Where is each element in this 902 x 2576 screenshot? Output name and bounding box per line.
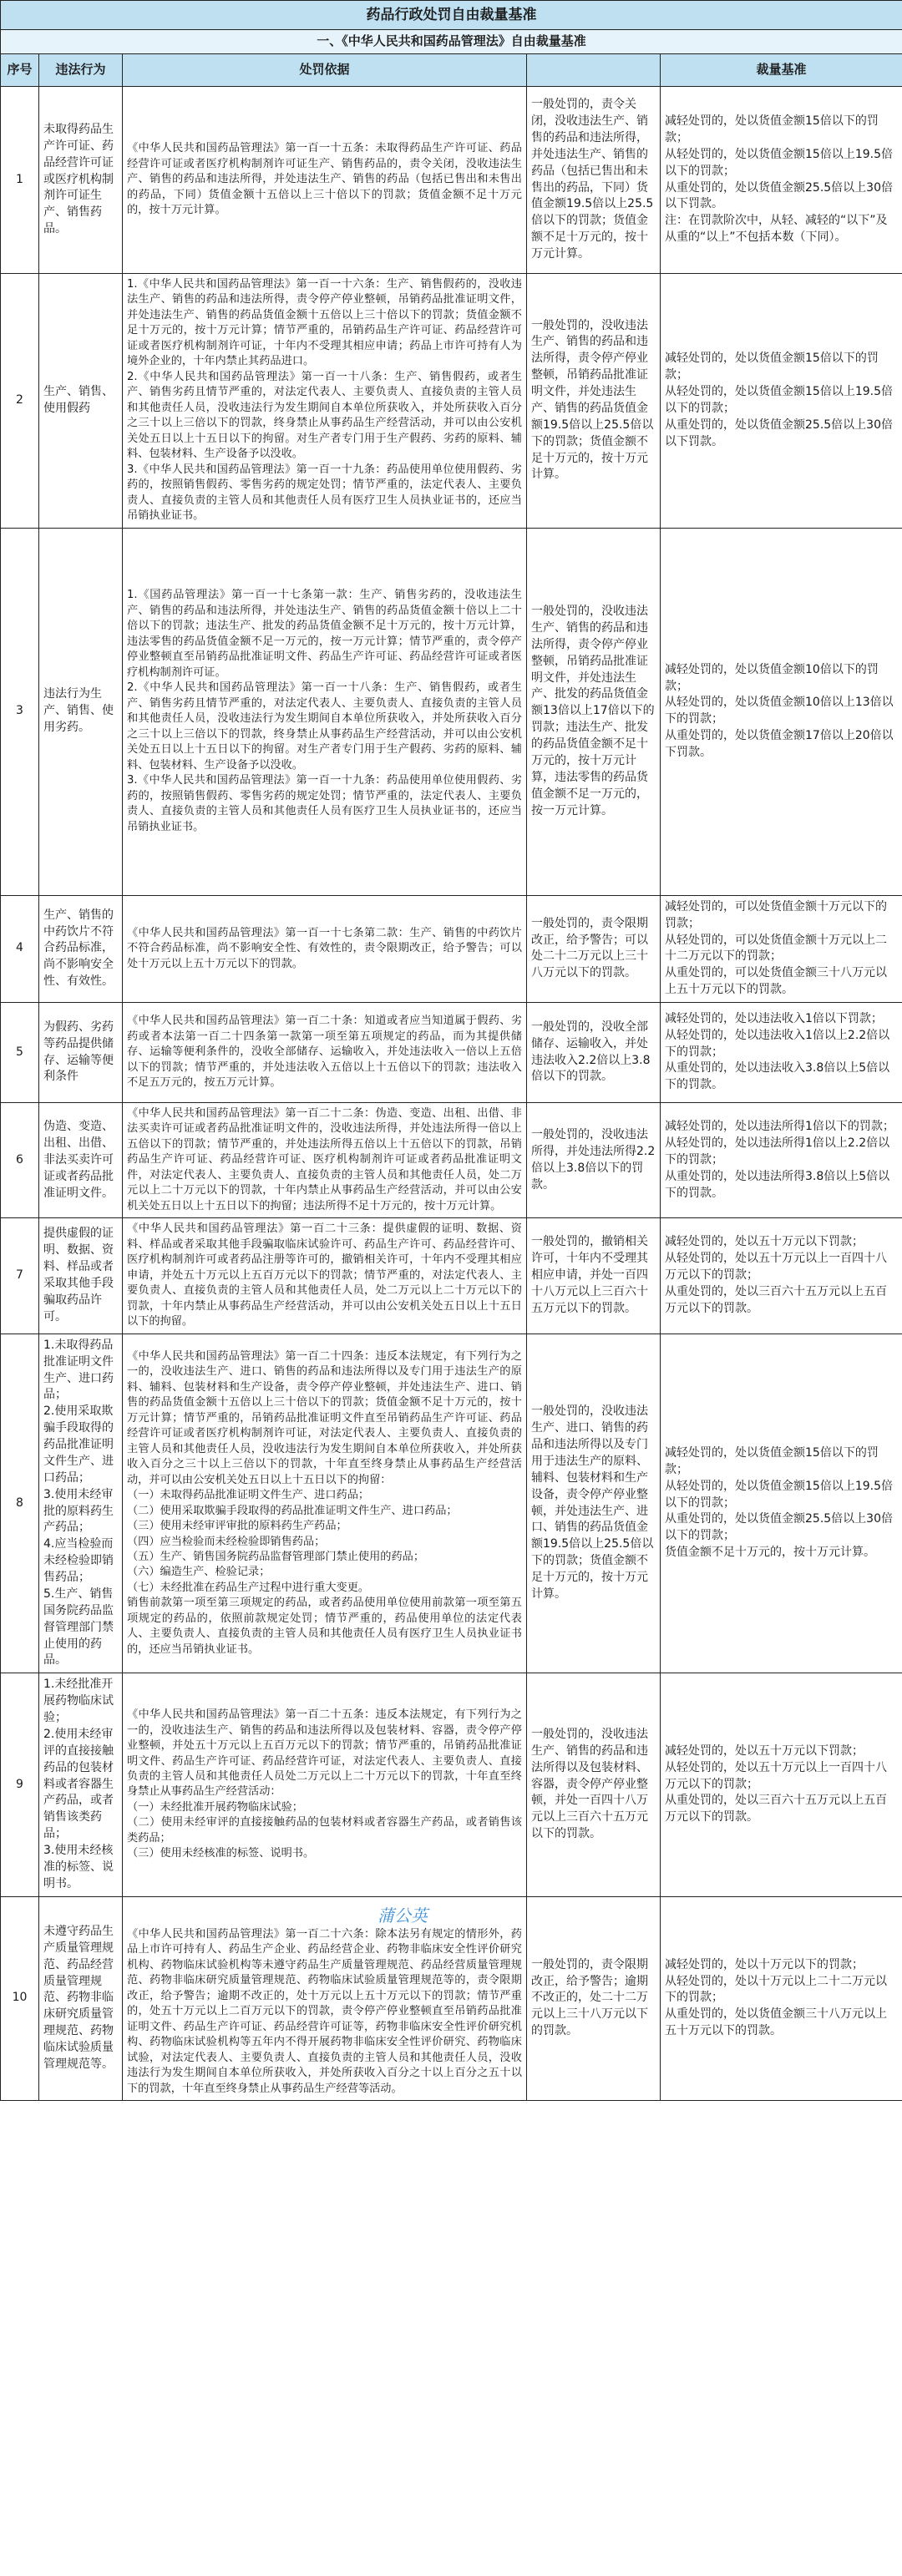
discretion-standard-line: 减轻处罚的，处以货值金额15倍以下的罚款；: [665, 352, 879, 382]
discretion-standard-line: 从轻处罚的，处以五十万元以上一百四十八万元以下的罚款；: [665, 1760, 887, 1791]
violation-cell: 生产、销售的中药饮片不符合药品标准，尚不影响安全性、有效性。: [39, 895, 123, 1002]
legal-basis-paragraph: 3.《中华人民共和国药品管理法》第一百一十九条：药品使用单位使用假药、劣药的，按照销售假药、零售劣药的规定处罚；情节严重的，法定代表人、主要负责人、直接负责的主管人员和其他责任人员有医疗卫生人员执业证书的，还应当吊销执业证书。: [127, 774, 522, 833]
general-penalty-cell: 一般处罚的，责令限期改正，给予警告；逾期不改正的，处二十二万元以上三十八万元以下的罚款。: [527, 1896, 661, 2100]
legal-basis-paragraph: 1.《国药品管理法》第一百一十七条第一款：生产、销售劣药的，没收违法生产、销售的药品和违法所得，并处违法生产、销售的药品货值金额十倍以上二十倍以下的罚款；违法生产、批发的药品货值金额不足十万元的，按十万元计算，违法零售的药品货值金额不足一万元的，按一万元计算；情节严重的，责令停产停业整顿直至吊销药品批准证明文件、药品生产许可证、药品经营许可证或者医疗机构制剂许可证。: [127, 589, 522, 679]
legal-basis-paragraph: （五）生产、销售国务院药品监督管理部门禁止使用的药品；: [127, 1550, 425, 1563]
discretion-standard-line: 从重处罚的，处以货值金额25.5倍以上30倍以下罚款。: [665, 180, 893, 211]
discretion-standard-cell: [661, 1673, 902, 1896]
legal-basis-paragraph: 《中华人民共和国药品管理法》第一百二十条：知道或者应当知道属于假药、劣药或者本法第一百二十四条第一款第一项至第五项规定的药品，而为其提供储存、运输等便利条件的，没收全部储存、运输收入，并处违法收入一倍以上五倍以下的罚款；情节严重的，并处违法收入五倍以上十五倍以下的罚款；违法收入不足五万元的，按五万元计算。: [127, 1015, 522, 1090]
general-penalty-cell: 一般处罚的，没收违法生产、销售的药品和违法所得，责令停产停业整顿，吊销药品批准证明文件，并处违法生产、销售的药品货值金额19.5倍以上25.5倍以下的罚款；货值金额不足十万元的，按十万元计算。: [527, 274, 661, 529]
legal-basis-paragraph: （一）未经批准开展药物临床试验；: [127, 1800, 303, 1814]
general-penalty-cell: 一般处罚的，没收违法生产、销售的药品和违法所得，责令停产停业整顿，吊销药品批准证明文件，并处违法生产、批发的药品货值金额13倍以上17倍以下的罚款；违法生产、批发的药品货值金额不足十万元的，按十万元计算，违法零售的药品货值金额不足一万元的，按一万元计算。: [527, 528, 661, 895]
violation-cell: 违法行为生产、销售、使用劣药。: [39, 528, 123, 895]
row-number: 10: [1, 1896, 39, 2100]
violation-cell: 1.未经批准开展药物临床试验； 2.使用未经审评的直接接触药品的包装材料或者容器生产药品，或者销售该类药品； 3.使用未经核准的标签、说明书。: [39, 1673, 123, 1896]
discretion-standard-line: 从轻处罚的，处以货值金额10倍以上13倍以下的罚款；: [665, 696, 894, 726]
header-range: [527, 54, 661, 87]
discretion-standard-cell: [661, 274, 902, 529]
discretion-standard-cell: [661, 1003, 902, 1103]
discretion-standard-cell: [661, 895, 902, 1002]
discretion-standard-line: 减轻处罚的，处以违法收入1倍以下罚款；: [665, 1011, 883, 1025]
discretion-standard-line: 货值金额不足十万元的，按十万元计算。: [665, 1546, 875, 1560]
header-basis: 处罚依据: [123, 54, 527, 87]
legal-basis-paragraph: 《中华人民共和国药品管理法》第一百二十四条：违反本法规定，有下列行为之一的，没收违法生产、进口、销售的药品和违法所得以及专门用于违法生产的原料、辅料、包装材料和生产设备，责令停产停业整顿，并处违法生产、进口、销售的药品货值金额十五倍以上三十倍以下的罚款；货值金额不足十万元的，按十万元计算；情节严重的，吊销药品批准证明文件直至吊销药品生产许可证、药品经营许可证或者医疗机构制剂许可证，对法定代表人、主要负责人、直接负责的主管人员和其他责任人员，没收违法行为发生期间自本单位所获收入，并处所获收入百分之三十以上三倍以下的罚款，十年直至终身禁止从事药品生产经营活动，并可以由公安机关处五日以上十五日以下的拘留：: [127, 1349, 522, 1486]
discretion-standard-line: 从重处罚的，处以违法收入3.8倍以上5倍以下的罚款。: [665, 1061, 890, 1092]
discretion-standard-line: 从重处罚的，处以违法所得3.8倍以上5倍以下的罚款。: [665, 1169, 890, 1200]
discretion-standard-line: 减轻处罚的，处以货值金额15倍以下的罚款；: [665, 114, 879, 144]
general-penalty-cell: 一般处罚的，责令关闭，没收违法生产、销售的药品和违法所得，并处违法生产、销售的药品（包括已售出和未售出的药品，下同）货值金额19.5倍以上25.5倍以下的罚款；货值金额不足十万元的，按十万元计算。: [527, 87, 661, 274]
general-penalty-cell: 一般处罚的，没收违法生产、进口、销售的药品和违法所得以及专门用于违法生产的原料、辅料、包装材料和生产设备，责令停产停业整顿，并处违法生产、进口、销售的药品货值金额19.5倍以上25.5倍以下的罚款；货值金额不足十万元的，按十万元计算。: [527, 1334, 661, 1673]
row-number: 7: [1, 1218, 39, 1334]
table-row: [1, 528, 902, 895]
legal-basis-cell: [123, 1673, 527, 1896]
legal-basis-paragraph: 2.《中华人民共和国药品管理法》第一百一十八条：生产、销售假药，或者生产、销售劣药且情节严重的，对法定代表人、主要负责人、直接负责的主管人员和其他责任人员，没收违法行为发生期间自本单位所获收入，并处所获收入百分之三十以上三倍以下的罚款，终身禁止从事药品生产经营活动，并可以由公安机关处五日以上十五日以下的拘留。对生产者专门用于生产假药、劣药的原料、辅料、包装材料、生产设备予以没收。: [127, 370, 522, 461]
legal-basis-cell: [123, 1003, 527, 1103]
table-row: [1, 87, 902, 274]
violation-cell: 伪造、变造、出租、出借、非法买卖许可证或者药品批准证明文件。: [39, 1103, 123, 1218]
legal-basis-paragraph: 《中华人民共和国药品管理法》第一百二十六条：除本法另有规定的情形外，药品上市许可持有人、药品生产企业、药品经营企业、药物非临床安全性评价研究机构、药物临床试验机构等未遵守药品生产质量管理规范、药品经营质量管理规范、药物非临床研究质量管理规范、药物临床试验质量管理规范等的，责令限期改正，给予警告；逾期不改正的，处十万元以上五十万元以下的罚款；情节严重的，处五十万元以上二百万元以下的罚款，责令停产停业整顿直至吊销药品批准证明文件、药品生产许可证、药品经营许可证等，药物非临床安全性评价研究机构、药物临床试验机构等五年内不得开展药物非临床安全性评价研究、药物临床试验，对法定代表人、主要负责人、直接负责的主管人员和其他责任人员，没收违法行为发生期间自本单位所获收入，并处所获收入百分之十以上百分之五十以下的罚款，十年直至终身禁止从事药品生产经营等活动。: [127, 1927, 522, 2095]
discretion-standard-line: 从重处罚的，处以三百六十五万元以上五百万元以下的罚款。: [665, 1794, 887, 1824]
row-number: 2: [1, 274, 39, 529]
legal-basis-cell: [123, 895, 527, 1002]
legal-basis-cell: [123, 1334, 527, 1673]
legal-basis-paragraph: 3.《中华人民共和国药品管理法》第一百一十九条：药品使用单位使用假药、劣药的，按照销售假药、零售劣药的规定处罚；情节严重的，法定代表人、主要负责人、直接负责的主管人员和其他责任人员有医疗卫生人员执业证书的，还应当吊销执业证书。: [127, 463, 522, 523]
discretion-standard-cell: [661, 1103, 902, 1218]
discretion-standard-line: 减轻处罚的，处以货值金额10倍以下的罚款；: [665, 662, 879, 693]
general-penalty-cell: 一般处罚的，责令限期改正，给予警告；可以处二十二万元以上三十八万元以下的罚款。: [527, 895, 661, 1002]
legal-basis-paragraph: （四）应当检验而未经检验即销售药品；: [127, 1535, 326, 1548]
legal-basis-paragraph: 2.《中华人民共和国药品管理法》第一百一十八条：生产、销售假药，或者生产、销售劣药且情节严重的，对法定代表人、主要负责人、直接负责的主管人员和其他责任人员，没收违法行为发生期间自本单位所获收入，并处所获收入百分之三十以上三倍以下的罚款，终身禁止从事药品生产经营活动，并可以由公安机关处五日以上十五日以下的拘留。对生产者专门用于生产假药、劣药的原料、辅料、包装材料、生产设备予以没收。: [127, 681, 522, 772]
discretion-standard-cell: [661, 528, 902, 895]
violation-cell: 未遵守药品生产质量管理规范、药品经营质量管理规范、药物非临床研究质量管理规范、药物临床试验质量管理规范等。: [39, 1896, 123, 2100]
legal-basis-cell: [123, 1103, 527, 1218]
discretion-standard-line: 从轻处罚的，处以十万元以上二十二万元以下的罚款；: [665, 1974, 887, 2005]
legal-basis-paragraph: （六）编造生产、检验记录；: [127, 1566, 271, 1579]
violation-cell: 为假药、劣药等药品提供储存、运输等便利条件: [39, 1003, 123, 1103]
header-row: [1, 54, 902, 87]
table-row: [1, 1896, 902, 2100]
row-number: 3: [1, 528, 39, 895]
discretion-standard-line: 注：在罚款阶次中，从轻、减轻的“以下”及从重的“以上”不包括本数（下同）。: [665, 214, 888, 245]
violation-cell: 1.未取得药品批准证明文件生产、进口药品； 2.使用采取欺骗手段取得的药品批准证明文件生产、进口药品； 3.使用未经审批的原料药生产药品； 4.应当检验而未经检验即销售药品； 5.生产、销售国务院药品监督管理部门禁止使用的药品。: [39, 1334, 123, 1673]
discretion-standard-line: 减轻处罚的，处以违法所得1倍以下的罚款；: [665, 1120, 894, 1133]
table-row: [1, 895, 902, 1002]
legal-basis-paragraph: 销售前款第一项至第三项规定的药品，或者药品使用单位使用前款第一项至第五项规定的药品的，依照前款规定处罚；情节严重的，药品使用单位的法定代表人、主要负责人、直接负责的主管人员和其他责任人员有医疗卫生人员执业证书的，还应当吊销执业证书。: [127, 1597, 522, 1656]
row-number: 1: [1, 87, 39, 274]
general-penalty-cell: 一般处罚的，没收违法所得，并处违法所得2.2倍以上3.8倍以下的罚款。: [527, 1103, 661, 1218]
header-act: 违法行为: [39, 54, 123, 87]
row-number: 8: [1, 1334, 39, 1673]
discretion-standard-line: 从轻处罚的，处以货值金额15倍以上19.5倍以下的罚款；: [665, 147, 893, 178]
table-row: [1, 1673, 902, 1896]
table-row: [1, 1334, 902, 1673]
discretion-standard-cell: [661, 1218, 902, 1334]
legal-basis-paragraph: 《中华人民共和国药品管理法》第一百二十三条：提供虚假的证明、数据、资料、样品或者采取其他手段骗取临床试验许可、药品生产许可、药品经营许可、医疗机构制剂许可或者药品注册等许可的，撤销相关许可，十年内不受理其相应申请，并处五十万元以上五百万元以下的罚款；情节严重的，对法定代表人、主要负责人、直接负责的主管人员和其他责任人员，处二万元以上二十万元以下的罚款，十年内禁止从事药品生产经营活动，并可以由公安机关处五日以上十五日以下的拘留。: [127, 1222, 522, 1328]
discretion-standard-line: 从轻处罚的，处以违法所得1倍以上2.2倍以下的罚款；: [665, 1136, 890, 1167]
discretion-standard-line: 减轻处罚的，处以货值金额15倍以下的罚款；: [665, 1445, 879, 1476]
legal-basis-paragraph: （三）使用未经审评审批的原料药生产药品；: [127, 1520, 347, 1533]
discretion-standard-line: 从重处罚的，处以货值金额25.5倍以上30倍以下罚款。: [665, 418, 893, 448]
discretion-standard-line: 从重处罚的，处以货值金额25.5倍以上30倍以下的罚款；: [665, 1512, 893, 1543]
discretion-standard-line: 从重处罚的，处以三百六十五万元以上五百万元以下的罚款。: [665, 1285, 887, 1315]
legal-basis-cell: [123, 274, 527, 529]
general-penalty-cell: 一般处罚的，没收全部储存、运输收入，并处违法收入2.2倍以上3.8倍以下的罚款。: [527, 1003, 661, 1103]
legal-basis-paragraph: 《中华人民共和国药品管理法》第一百二十二条：伪造、变造、出租、出借、非法买卖许可证或者药品批准证明文件的，没收违法所得，并处违法所得一倍以上五倍以下的罚款；情节严重的，并处违法所得五倍以上十五倍以下的罚款，吊销药品生产许可证、药品经营许可证、医疗机构制剂许可证或者药品批准证明文件，对法定代表人、主要负责人、直接负责的主管人员和其他责任人员，处二万元以上二十万元以下的罚款，十年内禁止从事药品生产经营活动，并可以由公安机关处五日以上十五日以下的拘留；违法所得不足十万元的，按十万元计算。: [127, 1107, 522, 1212]
document-title: 药品行政处罚自由裁量基准: [1, 1, 902, 30]
row-number: 6: [1, 1103, 39, 1218]
discretion-standard-line: 从重处罚的，处以货值金额17倍以上20倍以下罚款。: [665, 729, 894, 759]
legal-basis-paragraph: （三）使用未经核准的标签、说明书。: [127, 1847, 315, 1860]
discretion-standard-line: 从轻处罚的，处以货值金额15倍以上19.5倍以下的罚款；: [665, 1479, 893, 1510]
table-row: [1, 1003, 902, 1103]
legal-basis-paragraph: 《中华人民共和国药品管理法》第一百二十五条：违反本法规定，有下列行为之一的，没收违法生产、销售的药品和违法所得以及包装材料、容器，责令停产停业整顿，并处五十万元以上五百万元以下的罚款；情节严重的，吊销药品批准证明文件、药品生产许可证、药品经营许可证，对法定代表人、主要负责人、直接负责的主管人员和其他责任人员处二万元以上二十万元以下的罚款，十年直至终身禁止从事药品生产经营活动：: [127, 1708, 522, 1799]
row-number: 9: [1, 1673, 39, 1896]
header-num: 序号: [1, 54, 39, 87]
discretion-standard-line: 从重处罚的，可以处货值金额三十八万元以上五十万元以下的罚款。: [665, 966, 887, 997]
table-row: [1, 274, 902, 529]
legal-basis-cell: [123, 1218, 527, 1334]
discretion-standard-cell: [661, 87, 902, 274]
discretion-standard-cell: [661, 1896, 902, 2100]
violation-cell: 未取得药品生产许可证、药品经营许可证或医疗机构制剂许可证生产、销售药品。: [39, 87, 123, 274]
violation-cell: 提供虚假的证明、数据、资料、样品或者采取其他手段骗取药品许可。: [39, 1218, 123, 1334]
discretion-standard-cell: [661, 1334, 902, 1673]
discretion-standard-line: 减轻处罚的，可以处货值金额十万元以下的罚款；: [665, 899, 887, 930]
general-penalty-cell: 一般处罚的，没收违法生产、销售的药品和违法所得以及包装材料、容器，责令停产停业整顿，并处一百四十八万元以上三百六十五万元以下的罚款。: [527, 1673, 661, 1896]
title-row: [1, 1, 902, 30]
discretion-standard-line: 从轻处罚的，处以违法收入1倍以上2.2倍以下的罚款；: [665, 1028, 890, 1059]
violation-cell: 生产、销售、使用假药: [39, 274, 123, 529]
row-number: 4: [1, 895, 39, 1002]
legal-basis-cell: [123, 87, 527, 274]
general-penalty-cell: 一般处罚的，撤销相关许可，十年内不受理其相应申请，并处一百四十八万元以上三百六十五万元以下的罚款。: [527, 1218, 661, 1334]
legal-basis-paragraph: （二）使用采取欺骗手段取得的药品批准证明文件生产、进口药品；: [127, 1504, 458, 1517]
table-row: [1, 1103, 902, 1218]
section-row: [1, 30, 902, 54]
section-title: 一、《中华人民共和国药品管理法》自由裁量基准: [1, 30, 902, 54]
legal-basis-cell: [123, 528, 527, 895]
discretion-standard-line: 从重处罚的，处以货值金额三十八万元以上五十万元以下的罚款。: [665, 2007, 887, 2038]
discretion-standard-line: 从轻处罚的，处以货值金额15倍以上19.5倍以下的罚款；: [665, 385, 893, 415]
legal-basis-cell: [123, 1896, 527, 2100]
discretion-standard-line: 减轻处罚的，处以五十万元以下罚款；: [665, 1235, 864, 1249]
row-number: 5: [1, 1003, 39, 1103]
watermark-logo: 蒲公英: [378, 1905, 428, 1926]
legal-basis-paragraph: 《中华人民共和国药品管理法》第一百一十五条：未取得药品生产许可证、药品经营许可证或者医疗机构制剂许可证生产、销售药品的，责令关闭，没收违法生产、销售的药品和违法所得，并处违法生产、销售的药品（包括已售出和未售出的药品，下同）货值金额十五倍以上三十倍以下的罚款；货值金额不足十万元的，按十万元计算。: [127, 142, 522, 217]
table-row: [1, 1218, 902, 1334]
legal-basis-paragraph: （七）未经批准在药品生产过程中进行重大变更。: [127, 1581, 370, 1594]
header-std: 裁量基准: [661, 54, 902, 87]
legal-basis-paragraph: 1.《中华人民共和国药品管理法》第一百一十六条：生产、销售假药的，没收违法生产、销售的药品和违法所得，责令停产停业整顿，吊销药品批准证明文件，并处违法生产、销售的药品货值金额十五倍以上三十倍以下的罚款；货值金额不足十万元的，按十万元计算；情节严重的，吊销药品生产许可证、药品经营许可证或者医疗机构制剂许可证，十年内不受理其相应申请；药品上市许可持有人为境外企业的，十年内禁止其药品进口。: [127, 278, 522, 368]
legal-basis-paragraph: （二）使用未经审评的直接接触药品的包装材料或者容器生产药品，或者销售该类药品；: [127, 1816, 522, 1845]
legal-basis-paragraph: 《中华人民共和国药品管理法》第一百一十七条第二款：生产、销售的中药饮片不符合药品标准，尚不影响安全性、有效性的，责令限期改正，给予警告；可以处十万元以上五十万元以下的罚款。: [127, 926, 522, 970]
discretion-standard-line: 从轻处罚的，可以处货值金额十万元以上二十二万元以下的罚款；: [665, 933, 887, 964]
discretion-standard-line: 减轻处罚的，处以五十万元以下罚款；: [665, 1743, 864, 1758]
legal-basis-paragraph: （一）未取得药品批准证明文件生产、进口药品；: [127, 1489, 370, 1502]
discretion-standard-line: 减轻处罚的，处以十万元以下的罚款；: [665, 1957, 864, 1971]
discretion-standard-line: 从轻处罚的，处以五十万元以上一百四十八万元以下的罚款；: [665, 1252, 887, 1283]
